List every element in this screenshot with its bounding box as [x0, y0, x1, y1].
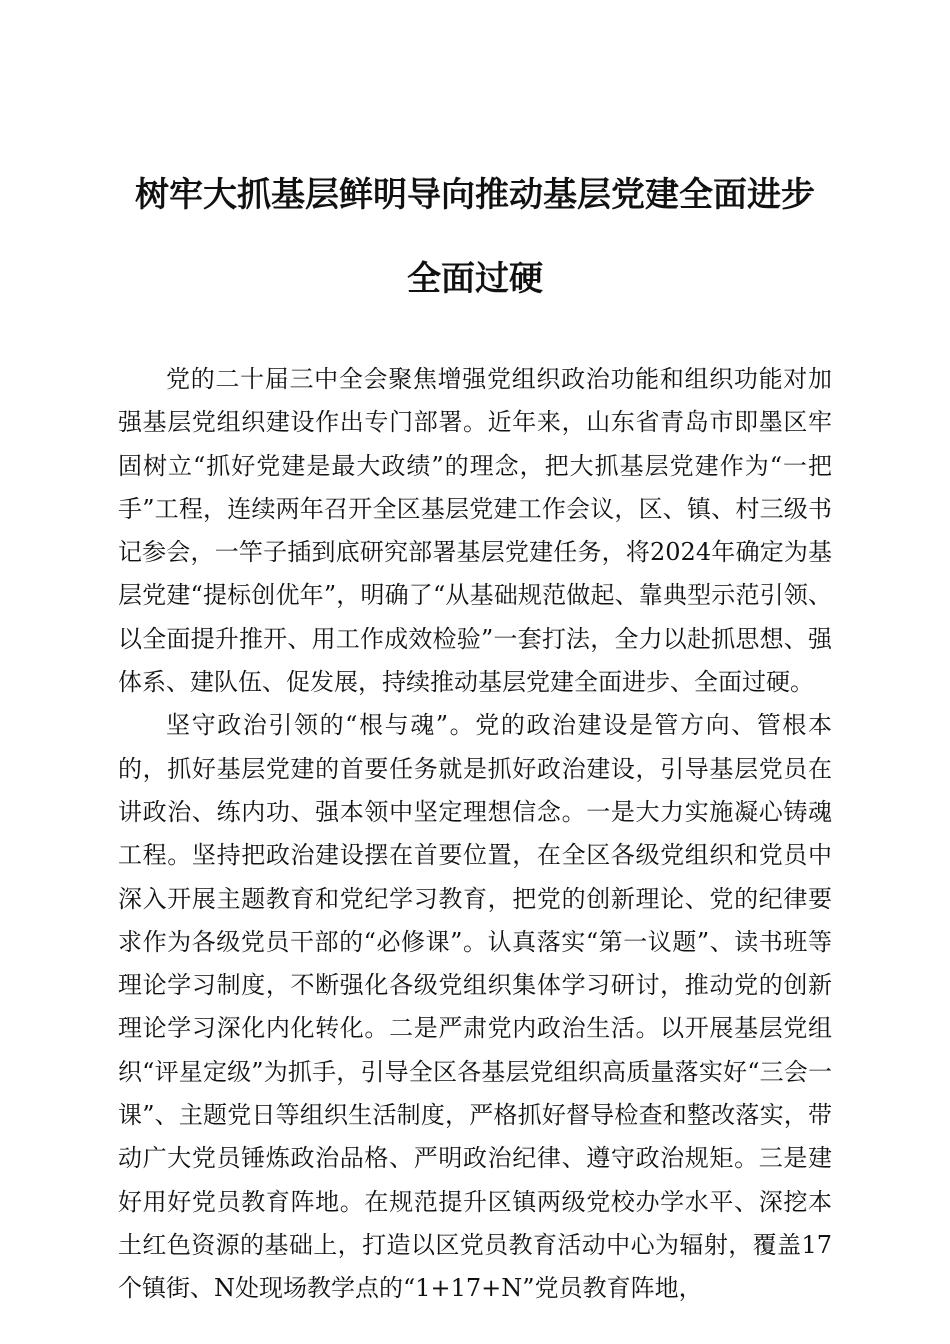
paragraph-2: 坚守政治引领的“根与魂”。党的政治建设是管方向、管根本的，抓好基层党建的首要任务就是抓好政治建设，引导基层党员在讲政治、练内功、强本领中坚定理想信念。一是大力实施凝心铸魂工程。坚持把政治建设摆在首要位置，在全区各级党组织和党员中深入开展主题教育和党纪学习教育，把党的创新理论、党的纪律要求作为各级党员干部的“必修课”。认真落实“第一议题”、读书班等理论学习制度，不断强化各级党组织集体学习研讨，推动党的创新理论学习深化内化转化。二是严肃党内政治生活。以开展基层党组织“评星定级”为抓手，引导全区各基层党组织高质量落实好“三会一课”、主题党日等组织生活制度，严格抓好督导检查和整改落实，带动广大党员锤炼政治品格、严明政治纪律、遵守政治规矩。三是建好用好党员教育阵地。在规范提升区镇两级党校办学水平、深挖本土红色资源的基础上，打造以区党员教育活动中心为辐射，覆盖17个镇街、N处现场教学点的“1+17+N”党员教育阵地，	[118, 711, 832, 1303]
document-body	[118, 358, 832, 1311]
title-line-2: 全面过硬	[407, 259, 543, 299]
document-title	[100, 168, 850, 306]
paragraph-1: 党的二十届三中全会聚焦增强党组织政治功能和组织功能对加强基层党组织建设作出专门部署。近年来，山东省青岛市即墨区牢固树立“抓好党建是最大政绩”的理念，把大抓基层党建作为“一把手”工程，连续两年召开全区基层党建工作会议，区、镇、村三级书记参会，一竿子插到底研究部署基层党建任务，将2024年确定为基层党建“提标创优年”，明确了“从基础规范做起、靠典型示范引领、以全面提升推开、用工作成效检验”一套打法，全力以赴抓思想、强体系、建队伍、促发展，持续推动基层党建全面进步、全面过硬。	[118, 365, 832, 697]
title-line-1: 树牢大抓基层鲜明导向推动基层党建全面进步	[135, 175, 815, 215]
